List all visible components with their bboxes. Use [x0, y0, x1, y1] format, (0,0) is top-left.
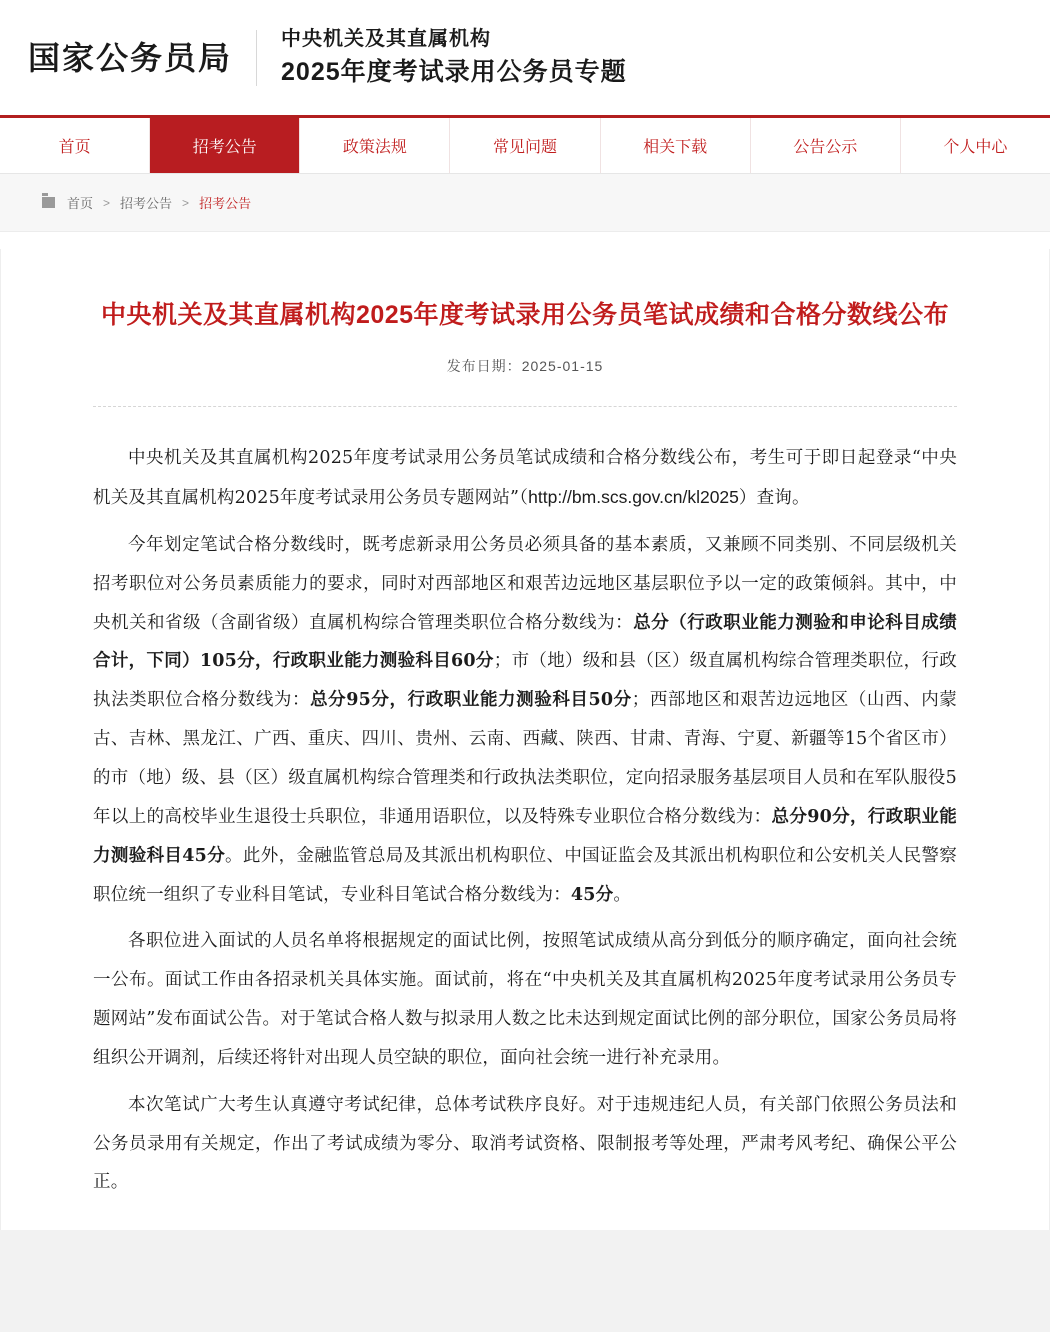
breadcrumb-item-announcements[interactable]: 招考公告 — [120, 196, 173, 211]
site-logo[interactable]: 国家公务员局 — [28, 39, 233, 76]
header-divider — [256, 30, 257, 86]
header-title: 2025年度考试录用公务员专题 — [281, 57, 627, 86]
p2-emphasis-western-remote: 总分90分，行政职业能力测验科目45分 — [93, 806, 957, 866]
p2-text-a: 今年划定笔试合格分数线时，既考虑新录用公务员必须具备的基本素质，又兼顾不同类别、不同层级机关招考职位对公务员素质能力的要求，同时对西部地区和艰苦边远地区基层职位予以一定的政策倾斜。其中，中央机关和省级（含副省级）直属机构综合管理类职位合格分数线为： — [93, 534, 957, 633]
article — [0, 249, 1050, 1231]
publish-date-value: 2025-01-15 — [521, 358, 604, 375]
breadcrumb — [0, 174, 1050, 232]
p2-emphasis-city-county: 总分95分，行政职业能力测验科目50分 — [310, 690, 632, 711]
p2-emphasis-central-provincial: 总分（行政职业能力测验和申论科目成绩合计，下同）105分，行政职业能力测验科目60分 — [93, 612, 957, 672]
header-titles — [281, 24, 627, 92]
p1-url[interactable]: http://bm.scs.gov.cn/kl2025 — [528, 487, 739, 508]
nav-item-downloads[interactable]: 相关下载 — [601, 118, 751, 173]
page-title: 中央机关及其直属机构2025年度考试录用公务员笔试成绩和合格分数线公布 — [100, 300, 950, 329]
p2-text-b: ；市（地）级和县（区）级直属机构综合管理类职位，行政执法类职位合格分数线为： — [93, 651, 957, 711]
breadcrumb-item-current: 招考公告 — [199, 196, 252, 211]
p2-emphasis-professional-subject: 45分 — [570, 884, 614, 905]
paragraph-4: 本次笔试广大考生认真遵守考试纪律，总体考试秩序良好。对于违规违纪人员，有关部门依照公务员法和公务员录用有关规定，作出了考试成绩为零分、取消考试资格、限制报考等处理，严肃考风考纪、确保公平公正。 — [93, 1094, 957, 1193]
nav-item-home[interactable]: 首页 — [0, 118, 150, 173]
paragraph-3: 各职位进入面试的人员名单将根据规定的面试比例，按照笔试成绩从高分到低分的顺序确定，面向社会统一公布。面试工作由各招录机关具体实施。面试前，将在“中央机关及其直属机构2025年度考试录用公务员专题网站”发布面试公告。对于笔试合格人数与拟录用人数之比未达到规定面试比例的部分职位，国家公务员局将组织公开调剂，后续还将针对出现人员空缺的职位，面向社会统一进行补充录用。 — [93, 931, 957, 1068]
p1-text-a: 中央机关及其直属机构2025年度考试录用公务员笔试成绩和合格分数线公布，考生可于即日起登录“中央机关及其直属机构2025年度考试录用公务员专题网站”（ — [93, 448, 957, 509]
p1-text-b: ）查询。 — [738, 488, 810, 509]
publish-date — [27, 356, 1023, 376]
folder-icon — [42, 197, 55, 208]
nav-item-policies[interactable]: 政策法规 — [300, 118, 450, 173]
breadcrumb-separator: > — [182, 195, 190, 210]
p2-text-d: 。此外，金融监管总局及其派出机构职位、中国证监会及其派出机构职位和公安机关人民警察职位统一组织了专业科目笔试，专业科目笔试合格分数线为： — [93, 845, 957, 905]
publish-date-label: 发布日期： — [446, 358, 522, 375]
breadcrumb-item-home[interactable]: 首页 — [67, 196, 94, 211]
nav-item-announcements[interactable]: 招考公告 — [150, 118, 300, 173]
article-body — [93, 406, 957, 1202]
nav-item-public-notices[interactable]: 公告公示 — [751, 118, 901, 173]
header-subtitle: 中央机关及其直属机构 — [281, 27, 492, 50]
site-header — [0, 0, 1050, 118]
nav-item-faq[interactable]: 常见问题 — [450, 118, 600, 173]
p2-text-c: ；西部地区和艰苦边远地区（山西、内蒙古、吉林、黑龙江、广西、重庆、四川、贵州、云南、西藏、陕西、甘肃、青海、宁夏、新疆等15个省区市）的市（地）级、县（区）级直属机构综合管理类和行政执法类职位，定向招录服务基层项目人员和在军队服役5年以上的高校毕业生退役士兵职位，非通用语职位，以及特殊专业职位合格分数线为： — [93, 690, 957, 827]
paragraph-1 — [93, 439, 957, 518]
nav-item-personal-center[interactable]: 个人中心 — [943, 139, 1008, 156]
main-nav — [0, 118, 1050, 174]
p2-text-e: 。 — [613, 884, 632, 905]
paragraph-2 — [93, 526, 957, 914]
breadcrumb-separator: > — [103, 195, 111, 210]
